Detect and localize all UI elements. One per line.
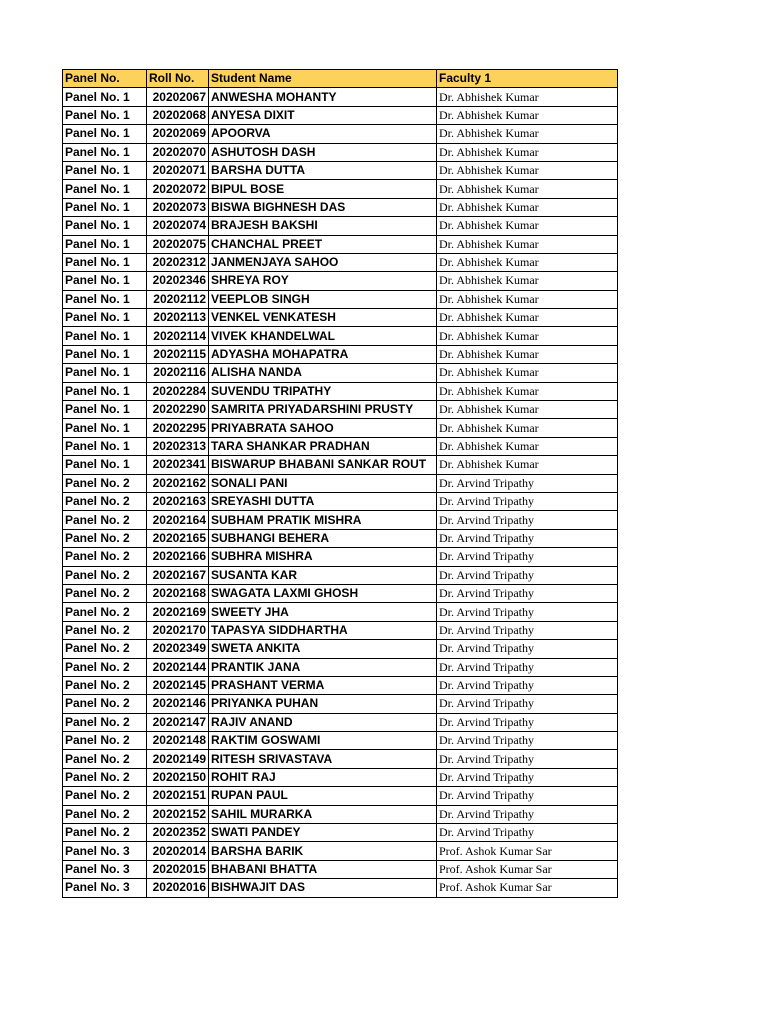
cell-roll-no[interactable]: 20202014 (147, 842, 209, 860)
cell-panel[interactable]: Panel No. 1 (63, 382, 147, 400)
cell-faculty[interactable]: Dr. Abhishek Kumar (437, 217, 618, 235)
table-row (63, 364, 618, 382)
table-row (63, 437, 618, 455)
cell-student-name[interactable]: BARSHA BARIK (209, 842, 437, 860)
cell-roll-no[interactable]: 20202167 (147, 566, 209, 584)
cell-roll-no[interactable]: 20202069 (147, 125, 209, 143)
cell-faculty[interactable]: Dr. Abhishek Kumar (437, 125, 618, 143)
table-row (63, 805, 618, 823)
table-row (63, 713, 618, 731)
cell-student-name[interactable]: SAMRITA PRIYADARSHINI PRUSTY (209, 401, 437, 419)
cell-roll-no[interactable]: 20202073 (147, 198, 209, 216)
cell-panel[interactable]: Panel No. 2 (63, 787, 147, 805)
cell-student-name[interactable]: SUSANTA KAR (209, 566, 437, 584)
cell-panel[interactable]: Panel No. 3 (63, 879, 147, 897)
cell-panel[interactable]: Panel No. 1 (63, 106, 147, 124)
cell-faculty[interactable]: Dr. Abhishek Kumar (437, 382, 618, 400)
table-row (63, 253, 618, 271)
cell-panel[interactable]: Panel No. 2 (63, 474, 147, 492)
cell-panel[interactable]: Panel No. 1 (63, 161, 147, 179)
cell-faculty[interactable]: Dr. Abhishek Kumar (437, 437, 618, 455)
cell-roll-no[interactable]: 20202144 (147, 658, 209, 676)
cell-roll-no[interactable]: 20202150 (147, 768, 209, 786)
cell-student-name[interactable]: PRANTIK JANA (209, 658, 437, 676)
cell-faculty[interactable]: Dr. Arvind Tripathy (437, 695, 618, 713)
cell-student-name[interactable]: RAKTIM GOSWAMI (209, 732, 437, 750)
cell-student-name[interactable]: SHREYA ROY (209, 272, 437, 290)
cell-faculty[interactable]: Dr. Arvind Tripathy (437, 511, 618, 529)
cell-roll-no[interactable]: 20202072 (147, 180, 209, 198)
table-row (63, 842, 618, 860)
cell-faculty[interactable]: Prof. Ashok Kumar Sar (437, 842, 618, 860)
cell-panel[interactable]: Panel No. 1 (63, 327, 147, 345)
cell-roll-no[interactable]: 20202116 (147, 364, 209, 382)
cell-faculty[interactable]: Prof. Ashok Kumar Sar (437, 860, 618, 878)
cell-student-name[interactable]: BISWARUP BHABANI SANKAR ROUT (209, 456, 437, 474)
table-row (63, 290, 618, 308)
cell-student-name[interactable]: BRAJESH BAKSHI (209, 217, 437, 235)
cell-roll-no[interactable]: 20202075 (147, 235, 209, 253)
table-row (63, 732, 618, 750)
cell-student-name[interactable]: APOORVA (209, 125, 437, 143)
cell-student-name[interactable]: BHABANI BHATTA (209, 860, 437, 878)
cell-faculty[interactable]: Dr. Abhishek Kumar (437, 364, 618, 382)
cell-roll-no[interactable]: 20202074 (147, 217, 209, 235)
cell-faculty[interactable]: Dr. Arvind Tripathy (437, 566, 618, 584)
cell-faculty[interactable]: Dr. Abhishek Kumar (437, 290, 618, 308)
cell-panel[interactable]: Panel No. 2 (63, 529, 147, 547)
cell-faculty[interactable]: Dr. Arvind Tripathy (437, 548, 618, 566)
cell-roll-no[interactable]: 20202295 (147, 419, 209, 437)
cell-panel[interactable]: Panel No. 1 (63, 125, 147, 143)
cell-roll-no[interactable]: 20202071 (147, 161, 209, 179)
cell-student-name[interactable]: ADYASHA MOHAPATRA (209, 345, 437, 363)
table-row (63, 125, 618, 143)
cell-faculty[interactable]: Dr. Arvind Tripathy (437, 676, 618, 694)
cell-panel[interactable]: Panel No. 2 (63, 824, 147, 842)
cell-panel[interactable]: Panel No. 3 (63, 860, 147, 878)
cell-roll-no[interactable]: 20202145 (147, 676, 209, 694)
cell-faculty[interactable]: Prof. Ashok Kumar Sar (437, 879, 618, 897)
cell-faculty[interactable]: Dr. Arvind Tripathy (437, 474, 618, 492)
cell-panel[interactable]: Panel No. 2 (63, 548, 147, 566)
cell-roll-no[interactable]: 20202162 (147, 474, 209, 492)
cell-panel[interactable]: Panel No. 2 (63, 492, 147, 510)
cell-student-name[interactable]: JANMENJAYA SAHOO (209, 253, 437, 271)
cell-student-name[interactable]: SUBHAM PRATIK MISHRA (209, 511, 437, 529)
cell-faculty[interactable]: Dr. Arvind Tripathy (437, 603, 618, 621)
cell-roll-no[interactable]: 20202113 (147, 309, 209, 327)
cell-student-name[interactable]: SUVENDU TRIPATHY (209, 382, 437, 400)
cell-panel[interactable]: Panel No. 2 (63, 750, 147, 768)
cell-roll-no[interactable]: 20202169 (147, 603, 209, 621)
table-row (63, 640, 618, 658)
table-row (63, 161, 618, 179)
cell-panel[interactable]: Panel No. 1 (63, 198, 147, 216)
cell-student-name[interactable]: SWATI PANDEY (209, 824, 437, 842)
cell-panel[interactable]: Panel No. 2 (63, 713, 147, 731)
cell-panel[interactable]: Panel No. 2 (63, 732, 147, 750)
table-row (63, 824, 618, 842)
table-row (63, 658, 618, 676)
cell-roll-no[interactable]: 20202290 (147, 401, 209, 419)
cell-faculty[interactable]: Dr. Arvind Tripathy (437, 713, 618, 731)
cell-student-name[interactable]: BARSHA DUTTA (209, 161, 437, 179)
cell-panel[interactable]: Panel No. 1 (63, 456, 147, 474)
cell-student-name[interactable]: SONALI PANI (209, 474, 437, 492)
cell-student-name[interactable]: SWEETY JHA (209, 603, 437, 621)
cell-faculty[interactable]: Dr. Arvind Tripathy (437, 492, 618, 510)
cell-panel[interactable]: Panel No. 2 (63, 805, 147, 823)
cell-roll-no[interactable]: 20202341 (147, 456, 209, 474)
cell-roll-no[interactable]: 20202112 (147, 290, 209, 308)
cell-student-name[interactable]: RAJIV ANAND (209, 713, 437, 731)
cell-roll-no[interactable]: 20202164 (147, 511, 209, 529)
table-row (63, 345, 618, 363)
cell-faculty[interactable]: Dr. Abhishek Kumar (437, 253, 618, 271)
cell-student-name[interactable]: SUBHANGI BEHERA (209, 529, 437, 547)
cell-roll-no[interactable]: 20202146 (147, 695, 209, 713)
cell-roll-no[interactable]: 20202349 (147, 640, 209, 658)
table-row (63, 419, 618, 437)
cell-faculty[interactable]: Dr. Abhishek Kumar (437, 345, 618, 363)
cell-faculty[interactable]: Dr. Arvind Tripathy (437, 621, 618, 639)
cell-panel[interactable]: Panel No. 2 (63, 621, 147, 639)
cell-faculty[interactable]: Dr. Arvind Tripathy (437, 732, 618, 750)
cell-faculty[interactable]: Dr. Abhishek Kumar (437, 143, 618, 161)
table-row (63, 860, 618, 878)
cell-student-name[interactable]: CHANCHAL PREET (209, 235, 437, 253)
cell-roll-no[interactable]: 20202346 (147, 272, 209, 290)
cell-student-name[interactable]: TAPASYA SIDDHARTHA (209, 621, 437, 639)
cell-faculty[interactable]: Dr. Arvind Tripathy (437, 824, 618, 842)
table-row (63, 750, 618, 768)
cell-panel[interactable]: Panel No. 1 (63, 419, 147, 437)
header-roll[interactable]: Roll No. (147, 70, 209, 88)
header-student-name[interactable]: Student Name (209, 70, 437, 88)
cell-roll-no[interactable]: 20202313 (147, 437, 209, 455)
student-panel-table (62, 69, 618, 898)
cell-roll-no[interactable]: 20202165 (147, 529, 209, 547)
table-row (63, 566, 618, 584)
cell-roll-no[interactable]: 20202115 (147, 345, 209, 363)
cell-student-name[interactable]: RUPAN PAUL (209, 787, 437, 805)
cell-faculty[interactable]: Dr. Abhishek Kumar (437, 309, 618, 327)
table-row (63, 456, 618, 474)
cell-student-name[interactable]: SUBHRA MISHRA (209, 548, 437, 566)
cell-faculty[interactable]: Dr. Abhishek Kumar (437, 180, 618, 198)
cell-faculty[interactable]: Dr. Abhishek Kumar (437, 161, 618, 179)
cell-panel[interactable]: Panel No. 1 (63, 235, 147, 253)
cell-student-name[interactable]: SAHIL MURARKA (209, 805, 437, 823)
cell-roll-no[interactable]: 20202070 (147, 143, 209, 161)
cell-faculty[interactable]: Dr. Arvind Tripathy (437, 805, 618, 823)
table-row (63, 217, 618, 235)
cell-panel[interactable]: Panel No. 1 (63, 437, 147, 455)
cell-roll-no[interactable]: 20202284 (147, 382, 209, 400)
cell-faculty[interactable]: Dr. Abhishek Kumar (437, 198, 618, 216)
cell-panel[interactable]: Panel No. 2 (63, 584, 147, 602)
cell-student-name[interactable]: SWAGATA LAXMI GHOSH (209, 584, 437, 602)
cell-roll-no[interactable]: 20202015 (147, 860, 209, 878)
cell-faculty[interactable]: Dr. Abhishek Kumar (437, 419, 618, 437)
header-panel[interactable]: Panel No. (63, 70, 147, 88)
cell-panel[interactable]: Panel No. 1 (63, 217, 147, 235)
cell-student-name[interactable]: VENKEL VENKATESH (209, 309, 437, 327)
cell-roll-no[interactable]: 20202168 (147, 584, 209, 602)
cell-panel[interactable]: Panel No. 1 (63, 253, 147, 271)
cell-panel[interactable]: Panel No. 1 (63, 88, 147, 106)
cell-roll-no[interactable]: 20202151 (147, 787, 209, 805)
header-faculty[interactable]: Faculty 1 (437, 70, 618, 88)
cell-panel[interactable]: Panel No. 2 (63, 603, 147, 621)
cell-faculty[interactable]: Dr. Abhishek Kumar (437, 235, 618, 253)
cell-panel[interactable]: Panel No. 1 (63, 309, 147, 327)
cell-faculty[interactable]: Dr. Abhishek Kumar (437, 456, 618, 474)
cell-faculty[interactable]: Dr. Arvind Tripathy (437, 529, 618, 547)
cell-roll-no[interactable]: 20202067 (147, 88, 209, 106)
cell-panel[interactable]: Panel No. 1 (63, 180, 147, 198)
cell-student-name[interactable]: ALISHA NANDA (209, 364, 437, 382)
cell-student-name[interactable]: SREYASHI DUTTA (209, 492, 437, 510)
cell-faculty[interactable]: Dr. Abhishek Kumar (437, 88, 618, 106)
table-row (63, 382, 618, 400)
cell-student-name[interactable]: ASHUTOSH DASH (209, 143, 437, 161)
cell-roll-no[interactable]: 20202163 (147, 492, 209, 510)
cell-panel[interactable]: Panel No. 1 (63, 364, 147, 382)
cell-roll-no[interactable]: 20202170 (147, 621, 209, 639)
cell-roll-no[interactable]: 20202147 (147, 713, 209, 731)
cell-student-name[interactable]: PRIYABRATA SAHOO (209, 419, 437, 437)
table-row (63, 235, 618, 253)
cell-student-name[interactable]: VIVEK KHANDELWAL (209, 327, 437, 345)
table-row (63, 787, 618, 805)
table-row (63, 529, 618, 547)
cell-roll-no[interactable]: 20202352 (147, 824, 209, 842)
table-row (63, 309, 618, 327)
cell-faculty[interactable]: Dr. Arvind Tripathy (437, 768, 618, 786)
cell-panel[interactable]: Panel No. 2 (63, 566, 147, 584)
cell-panel[interactable]: Panel No. 2 (63, 695, 147, 713)
cell-panel[interactable]: Panel No. 1 (63, 272, 147, 290)
cell-faculty[interactable]: Dr. Abhishek Kumar (437, 106, 618, 124)
table-row (63, 106, 618, 124)
cell-student-name[interactable]: TARA SHANKAR PRADHAN (209, 437, 437, 455)
table-row (63, 143, 618, 161)
cell-faculty[interactable]: Dr. Arvind Tripathy (437, 584, 618, 602)
table-row (63, 401, 618, 419)
cell-panel[interactable]: Panel No. 2 (63, 768, 147, 786)
table-row (63, 272, 618, 290)
cell-panel[interactable]: Panel No. 2 (63, 676, 147, 694)
table-row (63, 676, 618, 694)
table-row (63, 88, 618, 106)
cell-student-name[interactable]: PRIYANKA PUHAN (209, 695, 437, 713)
cell-faculty[interactable]: Dr. Arvind Tripathy (437, 658, 618, 676)
table-row (63, 584, 618, 602)
cell-roll-no[interactable]: 20202148 (147, 732, 209, 750)
cell-panel[interactable]: Panel No. 1 (63, 143, 147, 161)
cell-panel[interactable]: Panel No. 2 (63, 640, 147, 658)
cell-student-name[interactable]: PRASHANT VERMA (209, 676, 437, 694)
cell-roll-no[interactable]: 20202114 (147, 327, 209, 345)
cell-student-name[interactable]: RITESH SRIVASTAVA (209, 750, 437, 768)
cell-student-name[interactable]: ROHIT RAJ (209, 768, 437, 786)
cell-faculty[interactable]: Dr. Abhishek Kumar (437, 401, 618, 419)
cell-faculty[interactable]: Dr. Abhishek Kumar (437, 272, 618, 290)
cell-roll-no[interactable]: 20202166 (147, 548, 209, 566)
table-row (63, 327, 618, 345)
cell-panel[interactable]: Panel No. 2 (63, 511, 147, 529)
cell-panel[interactable]: Panel No. 1 (63, 401, 147, 419)
cell-panel[interactable]: Panel No. 2 (63, 658, 147, 676)
table-row (63, 198, 618, 216)
cell-student-name[interactable]: BIPUL BOSE (209, 180, 437, 198)
cell-roll-no[interactable]: 20202016 (147, 879, 209, 897)
table-row (63, 548, 618, 566)
cell-student-name[interactable]: ANWESHA MOHANTY (209, 88, 437, 106)
cell-faculty[interactable]: Dr. Arvind Tripathy (437, 750, 618, 768)
table-row (63, 768, 618, 786)
cell-faculty[interactable]: Dr. Arvind Tripathy (437, 640, 618, 658)
table-row (63, 621, 618, 639)
cell-faculty[interactable]: Dr. Abhishek Kumar (437, 327, 618, 345)
table-row (63, 879, 618, 897)
cell-student-name[interactable]: ANYESA DIXIT (209, 106, 437, 124)
cell-panel[interactable]: Panel No. 1 (63, 290, 147, 308)
cell-panel[interactable]: Panel No. 3 (63, 842, 147, 860)
table-row (63, 511, 618, 529)
cell-student-name[interactable]: BISHWAJIT DAS (209, 879, 437, 897)
cell-student-name[interactable]: BISWA BIGHNESH DAS (209, 198, 437, 216)
table-row (63, 603, 618, 621)
cell-faculty[interactable]: Dr. Arvind Tripathy (437, 787, 618, 805)
header-row (63, 70, 618, 88)
cell-roll-no[interactable]: 20202312 (147, 253, 209, 271)
table-row (63, 695, 618, 713)
cell-roll-no[interactable]: 20202152 (147, 805, 209, 823)
cell-panel[interactable]: Panel No. 1 (63, 345, 147, 363)
table-row (63, 474, 618, 492)
cell-student-name[interactable]: SWETA ANKITA (209, 640, 437, 658)
cell-roll-no[interactable]: 20202149 (147, 750, 209, 768)
cell-roll-no[interactable]: 20202068 (147, 106, 209, 124)
cell-student-name[interactable]: VEEPLOB SINGH (209, 290, 437, 308)
table-row (63, 492, 618, 510)
table-row (63, 180, 618, 198)
